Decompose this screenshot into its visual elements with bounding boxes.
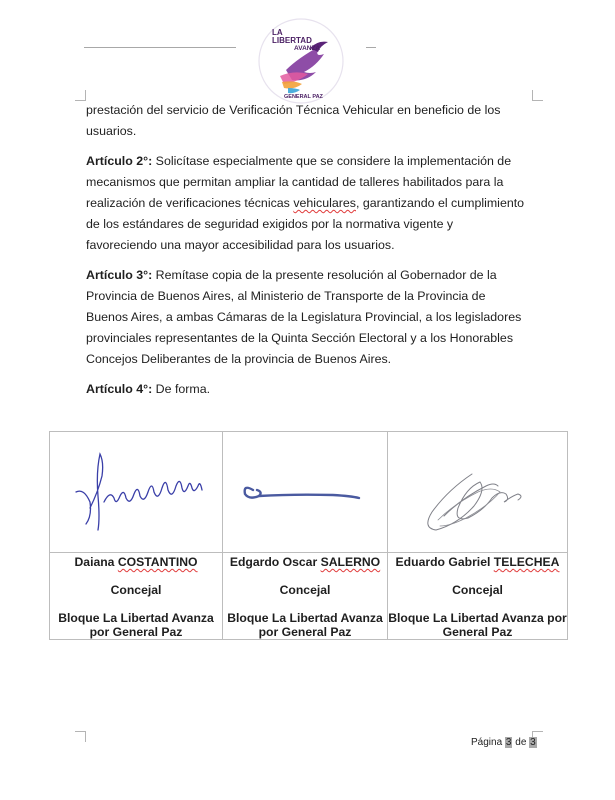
signatory-1 [50, 553, 223, 640]
paragraph-article-3 [86, 265, 526, 370]
signatory-1-last-name: COSTANTINO [117, 555, 198, 569]
paragraph-article-2 [86, 151, 526, 256]
signatory-3-bloque: Bloque La Libertad Avanza por General Paz [388, 611, 567, 639]
signatory-info-row [50, 553, 568, 640]
page-number-total: 3 [530, 737, 536, 748]
svg-text:GENERAL PAZ: GENERAL PAZ [284, 94, 323, 100]
document-body [86, 100, 526, 409]
article-4-text: De forma. [152, 382, 211, 396]
page-number [471, 737, 537, 748]
article-2-text-a: Solicítase especialmente que se considere la implementación de mecanismos que permitan ampliar la cantidad de talleres habilitados para la realización de verificaciones técnicas [86, 154, 512, 210]
header-rule-right [366, 47, 376, 48]
page-number-separator: de [512, 737, 530, 748]
svg-text:AVANZA: AVANZA [294, 45, 321, 52]
signatory-2-first-name: Edgardo Oscar [229, 555, 321, 569]
signatory-1-bloque: Bloque La Libertad Avanza por General Paz [58, 611, 214, 639]
margin-corner-top-left [75, 90, 86, 101]
signatory-3-name [388, 555, 567, 569]
signature-table [49, 431, 568, 640]
signature-cell-1 [50, 432, 223, 553]
signatory-2-role: Concejal [279, 583, 331, 597]
margin-corner-top-right [532, 90, 543, 101]
signatory-2-last-name: SALERNO [320, 555, 381, 569]
signatory-1-first-name: Daiana [74, 555, 118, 569]
signatory-1-name [50, 555, 222, 569]
handwritten-signature-1 [50, 432, 223, 552]
article-3-text: Remítase copia de la presente resolución al Gobernador de la Provincia de Buenos Aires, al Ministerio de Transporte de la Provincia de Buenos Aires, a ambas Cámaras de la Legislatura Provincial, a los legisladores provinciales representantes de la Quinta Sección Electoral y a los Honorables Concejos Deliberantes de la provincia de Buenos Aires. [86, 268, 522, 366]
signatory-2 [223, 553, 388, 640]
signatory-3-role: Concejal [452, 583, 503, 597]
signatory-3-first-name: Eduardo Gabriel [395, 555, 494, 569]
handwritten-signature-3 [388, 432, 568, 552]
page-number-current: 3 [505, 737, 512, 748]
logo-emblem-icon [258, 18, 344, 104]
margin-corner-bottom-left [75, 731, 86, 742]
svg-text:LA: LA [272, 28, 283, 37]
signatory-2-bloque: Bloque La Libertad Avanza por General Paz [227, 611, 383, 639]
spellcheck-word: vehiculares [293, 196, 356, 210]
article-2-label: Artículo 2°: [86, 154, 153, 168]
signatory-2-name [223, 555, 387, 569]
signatory-3 [388, 553, 568, 640]
signature-cell-2 [223, 432, 388, 553]
signature-row [50, 432, 568, 553]
header-rule-left [84, 47, 236, 48]
article-4-label: Artículo 4°: [86, 382, 153, 396]
continuation-text: prestación del servicio de Verificación Técnica Vehicular en beneficio de los usuarios. [86, 103, 501, 138]
handwritten-signature-2 [223, 432, 388, 552]
signatory-3-last-name: TELECHEA [493, 555, 560, 569]
article-3-label: Artículo 3°: [86, 268, 153, 282]
paragraph-continuation [86, 100, 526, 142]
svg-text:LIBERTAD: LIBERTAD [272, 36, 312, 45]
party-logo [258, 18, 344, 104]
signatory-1-role: Concejal [110, 583, 162, 597]
paragraph-article-4 [86, 379, 526, 400]
page-number-prefix: Página [471, 737, 505, 748]
signature-cell-3 [388, 432, 568, 553]
article-2-text-b: , garantizando el cumplimiento de los estándares de seguridad exigidos por la normativa vigente y favoreciendo una mayor accesibilidad para los usuarios. [86, 196, 525, 252]
